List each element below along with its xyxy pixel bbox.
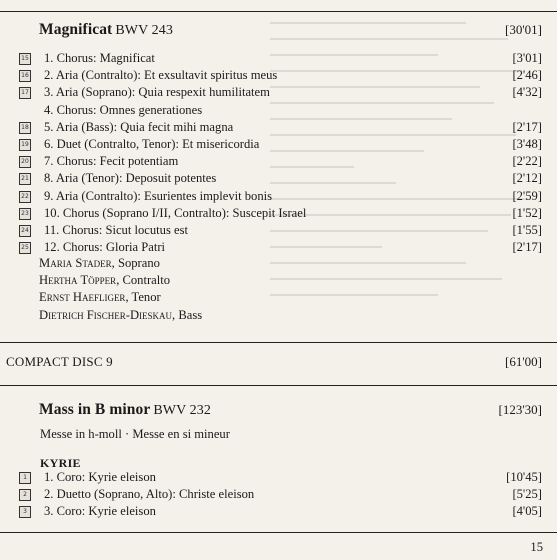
performer-row (39, 290, 202, 307)
disc-rule-top (0, 342, 557, 343)
performer-row (39, 256, 202, 273)
track-number-box: 3 (19, 506, 31, 518)
track-number-box: 23 (19, 208, 31, 220)
disc-duration: [61'00] (504, 354, 542, 369)
track-number-box: 16 (19, 70, 31, 82)
track-row (0, 470, 557, 487)
performer-row (39, 273, 202, 290)
performer-name: Hertha Töpper (39, 273, 117, 288)
track-duration: [1'55] (512, 222, 542, 237)
track-duration: [2'12] (512, 171, 542, 186)
performer-separator: , (125, 290, 132, 305)
track-number-box: 15 (19, 53, 31, 65)
track-title: 1. Coro: Kyrie eleison (44, 470, 156, 484)
track-duration: [10'45] (506, 470, 542, 484)
track-row (0, 223, 557, 240)
track-duration: [2'59] (512, 188, 542, 203)
top-rule (0, 11, 557, 12)
track-number-box: 18 (19, 122, 31, 134)
track-duration: [2'46] (512, 68, 542, 83)
track-row (0, 240, 557, 257)
page-number: 15 (530, 540, 543, 554)
performer-role: Tenor (131, 290, 161, 305)
track-title: 5. Aria (Bass): Quia fecit mihi magna (44, 119, 234, 134)
track-title: 12. Chorus: Gloria Patri (44, 240, 166, 255)
track-title: 6. Duet (Contralto, Tenor): Et misericordia (44, 136, 260, 151)
track-duration: [4'32] (512, 85, 542, 100)
track-duration: [1'52] (512, 205, 542, 220)
track-row (0, 120, 557, 137)
track-duration: [2'17] (512, 119, 542, 134)
track-duration: [4'05] (512, 504, 542, 519)
track-row (0, 189, 557, 206)
performer-list (39, 256, 202, 325)
track-duration: [3'48] (512, 136, 542, 151)
track-title: 11. Chorus: Sicut locutus est (44, 222, 189, 237)
magnificat-duration: [30'01] (504, 22, 542, 37)
performer-name: Ernst Haefliger (39, 290, 126, 305)
disc-label: COMPACT DISC 9 (6, 354, 113, 369)
magnificat-title: Magnificat BWV 243 (39, 21, 173, 38)
magnificat-bwv: BWV 243 (115, 23, 173, 38)
performer-separator: , (172, 307, 179, 322)
track-title: 3. Aria (Soprano): Quia respexit humilitatem (44, 85, 270, 100)
track-number-box: 2 (19, 489, 31, 501)
track-row (0, 103, 557, 120)
track-number-box: 20 (19, 156, 31, 168)
mass-title: Mass in B minor BWV 232 (39, 401, 211, 418)
performer-role: Soprano (117, 256, 160, 270)
performer-separator: , (116, 273, 123, 288)
performer-role: Bass (178, 307, 203, 322)
mass-subtitle: Messe in h-moll · Messe en si mineur (40, 427, 230, 441)
disc-rule-bottom (0, 385, 557, 386)
magnificat-tracklist (0, 51, 557, 257)
mass-duration: [123'30] (498, 402, 542, 417)
track-duration: [3'01] (512, 51, 542, 65)
mass-tracklist (0, 470, 557, 522)
track-duration: [5'25] (512, 487, 542, 502)
bottom-rule (0, 532, 557, 533)
track-row (0, 51, 557, 68)
track-row (0, 504, 557, 521)
track-title: 2. Aria (Contralto): Et exsultavit spiritus meus (44, 68, 278, 83)
track-row (0, 68, 557, 85)
track-row (0, 154, 557, 171)
kyrie-section-label: KYRIE (40, 456, 81, 470)
performer-row (39, 308, 202, 325)
track-row (0, 171, 557, 188)
track-duration: [2'22] (512, 154, 542, 169)
track-title: 2. Duetto (Soprano, Alto): Christe eleison (44, 487, 255, 502)
track-row (0, 206, 557, 223)
performer-separator: , (111, 256, 118, 270)
track-number-box: 25 (19, 242, 31, 254)
track-row (0, 137, 557, 154)
track-number-box: 21 (19, 173, 31, 185)
track-number-box: 22 (19, 191, 31, 203)
track-title: 8. Aria (Tenor): Deposuit potentes (44, 171, 217, 186)
track-row (0, 487, 557, 504)
track-title: 4. Chorus: Omnes generationes (44, 102, 203, 117)
track-duration: [2'17] (512, 240, 542, 255)
track-title: 3. Coro: Kyrie eleison (44, 504, 156, 519)
track-row (0, 85, 557, 102)
performer-name: Dietrich Fischer-Dieskau (39, 307, 173, 322)
track-title: 7. Chorus: Fecit potentiam (44, 154, 179, 169)
track-title: 9. Aria (Contralto): Esurientes implevit bonis (44, 188, 273, 203)
mass-bwv: BWV 232 (153, 403, 211, 418)
track-number-box: 17 (19, 87, 31, 99)
track-number-box: 1 (19, 472, 31, 484)
track-number-box: 24 (19, 225, 31, 237)
track-title: 10. Chorus (Soprano I/II, Contralto): Suscepit Israel (44, 205, 307, 220)
performer-name: Maria Stader (39, 256, 112, 270)
performer-role: Contralto (122, 273, 171, 288)
track-title: 1. Chorus: Magnificat (44, 51, 155, 65)
track-number-box: 19 (19, 139, 31, 151)
